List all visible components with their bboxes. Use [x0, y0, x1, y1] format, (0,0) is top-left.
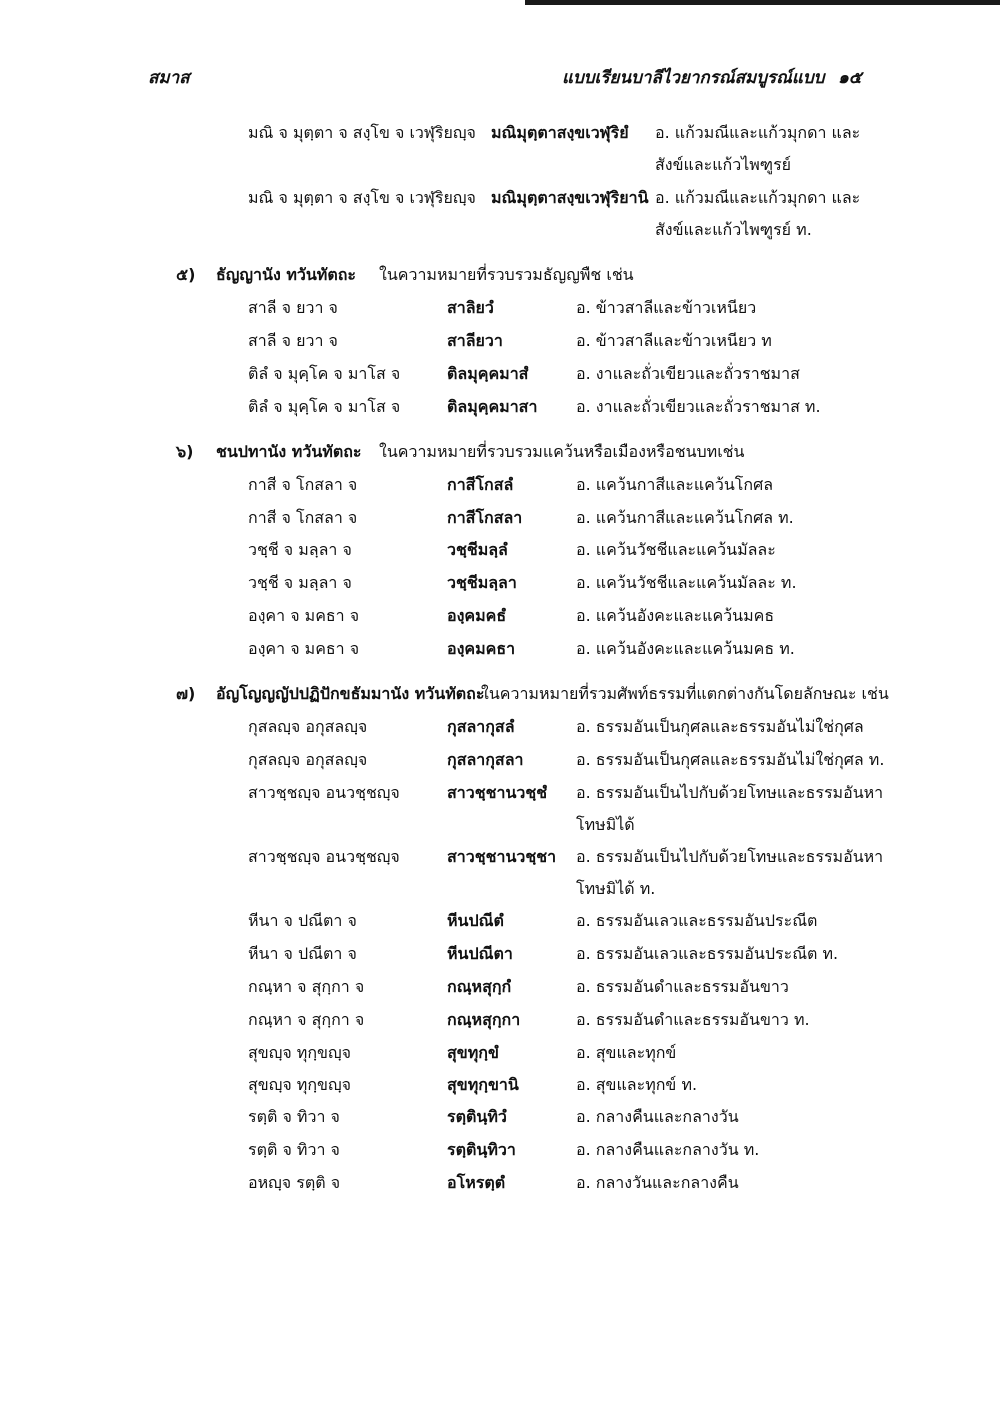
- s7-row-10-compound: สุขทุกฺขานิ: [447, 1075, 519, 1094]
- s7-row-5-meaning: อ. ธรรมอันเลวและธรรมอันประณีต: [576, 911, 818, 930]
- s7-row-9-meaning: อ. สุขและทุกข์: [576, 1043, 677, 1062]
- section-7-desc: ในความหมายที่รวมศัพท์ธรรมที่แตกต่างกันโดยลักษณะ เช่น: [481, 684, 889, 703]
- s7-row-7-meaning: อ. ธรรมอันดำและธรรมอันขาว: [576, 977, 789, 996]
- header-book-title: แบบเรียนบาลีไวยากรณ์สมบูรณ์แบบ: [562, 68, 825, 88]
- s6-row-6-pali: องฺคา จ มคธา จ: [248, 639, 360, 658]
- s7-row-11-pali: รตฺติ จ ทิวา จ: [248, 1107, 340, 1126]
- s6-row-2-compound: กาสีโกสลา: [447, 508, 523, 527]
- s7-row-13-meaning: อ. กลางวันและกลางคืน: [576, 1173, 739, 1192]
- s5-row-2-meaning: อ. ข้าวสาลีและข้าวเหนียว ท: [576, 331, 772, 350]
- s6-row-5-meaning: อ. แคว้นอังคะและแคว้นมคธ: [576, 606, 775, 625]
- s5-row-1-compound: สาลิยวํ: [447, 298, 494, 317]
- s7-row-10-meaning: อ. สุขและทุกข์ ท.: [576, 1075, 698, 1094]
- s6-row-1-meaning: อ. แคว้นกาสีและแคว้นโกศล: [576, 475, 774, 494]
- s6-row-2-meaning: อ. แคว้นกาสีและแคว้นโกศล ท.: [576, 508, 794, 527]
- s7-row-4-compound: สาวชฺชานวชฺชา: [447, 847, 557, 866]
- intro-row-1-meaning-cont: สังข์และแก้วไพฑูรย์: [655, 155, 792, 174]
- s7-row-8-compound: กณฺหสุกฺกา: [447, 1010, 521, 1029]
- s7-row-11-meaning: อ. กลางคืนและกลางวัน: [576, 1107, 739, 1126]
- s6-row-1-pali: กาสี จ โกสลา จ: [248, 475, 358, 494]
- s5-row-1-meaning: อ. ข้าวสาลีและข้าวเหนียว: [576, 298, 757, 317]
- s7-row-12-pali: รตฺติ จ ทิวา จ: [248, 1140, 340, 1159]
- s6-row-5-pali: องฺคา จ มคธา จ: [248, 606, 360, 625]
- intro-row-2-pali: มณิ จ มุตฺตา จ สงฺโข จ เวฬุริยญฺจ: [248, 188, 476, 207]
- s6-row-6-meaning: อ. แคว้นอังคะและแคว้นมคธ ท.: [576, 639, 795, 658]
- s6-row-6-compound: องฺคมคธา: [447, 639, 516, 658]
- s7-row-10-pali: สุขญฺจ ทุกฺขญฺจ: [248, 1075, 351, 1094]
- s7-row-1-compound: กุสลากุสลํ: [447, 717, 515, 736]
- s6-row-3-pali: วชฺชี จ มลฺลา จ: [248, 540, 352, 559]
- s5-row-4-compound: ติลมุคฺคมาสา: [447, 397, 538, 416]
- s7-row-11-compound: รตฺตินฺทิวํ: [447, 1107, 507, 1126]
- s7-row-7-compound: กณฺหสุกฺกํ: [447, 977, 512, 996]
- intro-row-2-meaning: อ. แก้วมณีและแก้วมุกดา และ: [655, 188, 861, 207]
- s7-row-9-compound: สุขทุกฺขํ: [447, 1043, 499, 1062]
- header-section-label: สมาส: [148, 68, 190, 88]
- s7-row-4-pali: สาวชฺชญฺจ อนวชฺชญฺจ: [248, 847, 400, 866]
- section-6-title: ชนปทานัง ทวันทัตถะ: [216, 442, 362, 461]
- s6-row-3-compound: วชฺชีมลฺลํ: [447, 540, 508, 559]
- s5-row-4-meaning: อ. งาและถั่วเขียวและถั่วราชมาส ท.: [576, 397, 821, 416]
- top-scan-bar: [525, 0, 1000, 5]
- section-5-number: ๕): [176, 265, 196, 284]
- s7-row-2-pali: กุสลญฺจ อกุสลญฺจ: [248, 750, 368, 769]
- section-6-desc: ในความหมายที่รวบรวมแคว้นหรือเมืองหรือชนบทเช่น: [379, 442, 745, 461]
- s5-row-2-pali: สาลี จ ยวา จ: [248, 331, 338, 350]
- s5-row-2-compound: สาลียวา: [447, 331, 503, 350]
- s7-row-3-meaning-cont: โทษมิได้: [576, 815, 635, 834]
- s6-row-1-compound: กาสีโกสลํ: [447, 475, 514, 494]
- s6-row-2-pali: กาสี จ โกสลา จ: [248, 508, 358, 527]
- s7-row-6-pali: หีนา จ ปณีตา จ: [248, 944, 357, 963]
- s7-row-13-compound: อโหรตฺตํ: [447, 1173, 506, 1192]
- s5-row-1-pali: สาลี จ ยวา จ: [248, 298, 338, 317]
- s7-row-3-pali: สาวชฺชญฺจ อนวชฺชญฺจ: [248, 783, 400, 802]
- intro-row-2-compound: มณิมุตฺตาสงฺขเวฬุริยานิ: [491, 188, 649, 207]
- s7-row-2-meaning: อ. ธรรมอันเป็นกุศลและธรรมอันไม่ใช่กุศล ท.: [576, 750, 885, 769]
- s6-row-3-meaning: อ. แคว้นวัชชีและแคว้นมัลละ: [576, 540, 776, 559]
- header-page-number: ๑๕: [838, 68, 862, 88]
- s6-row-5-compound: องฺคมคธํ: [447, 606, 507, 625]
- s7-row-6-meaning: อ. ธรรมอันเลวและธรรมอันประณีต ท.: [576, 944, 839, 963]
- s6-row-4-pali: วชฺชี จ มลฺลา จ: [248, 573, 352, 592]
- intro-row-1-pali: มณิ จ มุตฺตา จ สงฺโข จ เวฬุริยญฺจ: [248, 123, 476, 142]
- s5-row-4-pali: ติลํ จ มุคฺโค จ มาโส จ: [248, 397, 401, 416]
- s7-row-5-pali: หีนา จ ปณีตา จ: [248, 911, 357, 930]
- s7-row-4-meaning: อ. ธรรมอันเป็นไปกับด้วยโทษและธรรมอันหา: [576, 847, 884, 866]
- s7-row-2-compound: กุสลากุสลา: [447, 750, 524, 769]
- s6-row-4-compound: วชฺชีมลฺลา: [447, 573, 517, 592]
- s5-row-3-pali: ติลํ จ มุคฺโค จ มาโส จ: [248, 364, 401, 383]
- section-7-number: ๗): [176, 684, 196, 703]
- s7-row-3-meaning: อ. ธรรมอันเป็นไปกับด้วยโทษและธรรมอันหา: [576, 783, 884, 802]
- s7-row-1-meaning: อ. ธรรมอันเป็นกุศลและธรรมอันไม่ใช่กุศล: [576, 717, 864, 736]
- section-5-desc: ในความหมายที่รวบรวมธัญญพืช เช่น: [379, 265, 634, 284]
- s7-row-12-compound: รตฺตินฺทิวา: [447, 1140, 516, 1159]
- s5-row-3-meaning: อ. งาและถั่วเขียวและถั่วราชมาส: [576, 364, 800, 383]
- s7-row-8-meaning: อ. ธรรมอันดำและธรรมอันขาว ท.: [576, 1010, 810, 1029]
- section-6-number: ๖): [176, 442, 194, 461]
- section-5-title: ธัญญานัง ทวันทัตถะ: [216, 265, 357, 284]
- s6-row-4-meaning: อ. แคว้นวัชชีและแคว้นมัลละ ท.: [576, 573, 797, 592]
- s7-row-8-pali: กณฺหา จ สุกฺกา จ: [248, 1010, 365, 1029]
- s7-row-9-pali: สุขญฺจ ทุกฺขญฺจ: [248, 1043, 351, 1062]
- s7-row-6-compound: หีนปณีตา: [447, 944, 513, 963]
- s7-row-12-meaning: อ. กลางคืนและกลางวัน ท.: [576, 1140, 760, 1159]
- intro-row-1-meaning: อ. แก้วมณีและแก้วมุกดา และ: [655, 123, 861, 142]
- s7-row-5-compound: หีนปณีตํ: [447, 911, 504, 930]
- s7-row-3-compound: สาวชฺชานวชฺชํ: [447, 783, 548, 802]
- intro-row-2-meaning-cont: สังข์และแก้วไพฑูรย์ ท.: [655, 220, 812, 239]
- s7-row-4-meaning-cont: โทษมิได้ ท.: [576, 879, 656, 898]
- s7-row-1-pali: กุสลญฺจ อกุสลญฺจ: [248, 717, 368, 736]
- s5-row-3-compound: ติลมุคฺคมาสํ: [447, 364, 529, 383]
- s7-row-13-pali: อหญฺจ รตฺติ จ: [248, 1173, 341, 1192]
- s7-row-7-pali: กณฺหา จ สุกฺกา จ: [248, 977, 365, 996]
- section-7-title: อัญโญญญัปปฏิปักขธัมมานัง ทวันทัตถะ: [216, 684, 485, 703]
- intro-row-1-compound: มณิมุตฺตาสงฺขเวฬุริยํ: [491, 123, 629, 142]
